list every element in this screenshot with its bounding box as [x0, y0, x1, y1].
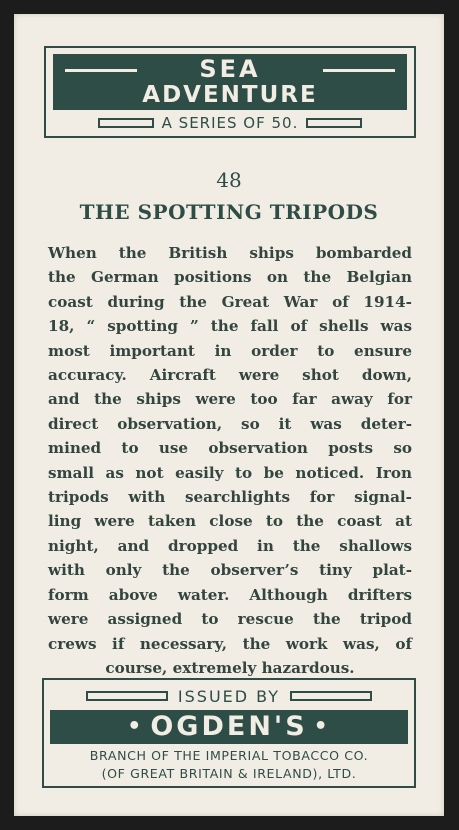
brand-band: [50, 710, 408, 744]
series-count: A SERIES OF 50.: [161, 114, 299, 132]
description-line: were assigned to rescue the tripod: [48, 610, 412, 629]
decorative-rule-left: [65, 69, 137, 72]
series-count-row: [53, 114, 407, 132]
card-description: [48, 241, 412, 680]
description-line: When the British ships bombarded: [48, 244, 412, 262]
description-line: mined to use observation posts so: [48, 439, 412, 458]
bullet-dot-icon: •: [313, 714, 331, 739]
branch-line-2: (OF GREAT BRITAIN & IRELAND), LTD.: [101, 766, 357, 781]
description-line: accuracy. Aircraft were shot down,: [48, 366, 412, 385]
cigarette-card: [14, 14, 444, 816]
issued-by-row: [50, 685, 408, 707]
description-line: night, and dropped in the shallows: [48, 536, 412, 555]
decorative-bar-right: [306, 118, 362, 128]
description-line: crews if necessary, the work was, of: [48, 634, 412, 653]
description-line: tripods with searchlights for signal-: [48, 488, 412, 507]
description-line: ling were taken close to the coast at: [48, 512, 412, 531]
series-title-band: [53, 54, 407, 110]
description-line: small as not easily to be noticed. Iron: [48, 463, 412, 482]
description-line: coast during the Great War of 1914-: [48, 292, 412, 311]
brand-name: OGDEN'S: [150, 711, 308, 742]
series-header: [44, 46, 416, 138]
description-line: and the ships were too far away for: [48, 390, 412, 409]
description-line: direct observation, so it was deter-: [48, 414, 412, 433]
series-title-line2: ADVENTURE: [142, 82, 318, 108]
issuer-panel: [42, 678, 416, 788]
decorative-bar-right: [290, 691, 372, 701]
description-line: course, extremely hazardous.: [105, 658, 355, 677]
issued-by-label: ISSUED BY: [177, 686, 281, 706]
description-line: the German positions on the Belgian: [48, 268, 412, 287]
description-line: with only the observer’s tiny plat-: [48, 561, 412, 580]
decorative-bar-left: [98, 118, 154, 128]
decorative-rule-right: [323, 69, 395, 72]
card-number: 48: [216, 168, 242, 192]
series-title-line1: SEA: [199, 55, 261, 83]
card-title: THE SPOTTING TRIPODS: [79, 200, 379, 224]
description-line: most important in order to ensure: [48, 341, 412, 360]
branch-line-1: BRANCH OF THE IMPERIAL TOBACCO CO.: [89, 748, 369, 763]
bullet-dot-icon: •: [127, 714, 145, 739]
description-line: form above water. Although drifters: [48, 585, 412, 604]
description-line: 18, “ spotting ” the fall of shells was: [48, 317, 412, 336]
decorative-bar-left: [86, 691, 168, 701]
